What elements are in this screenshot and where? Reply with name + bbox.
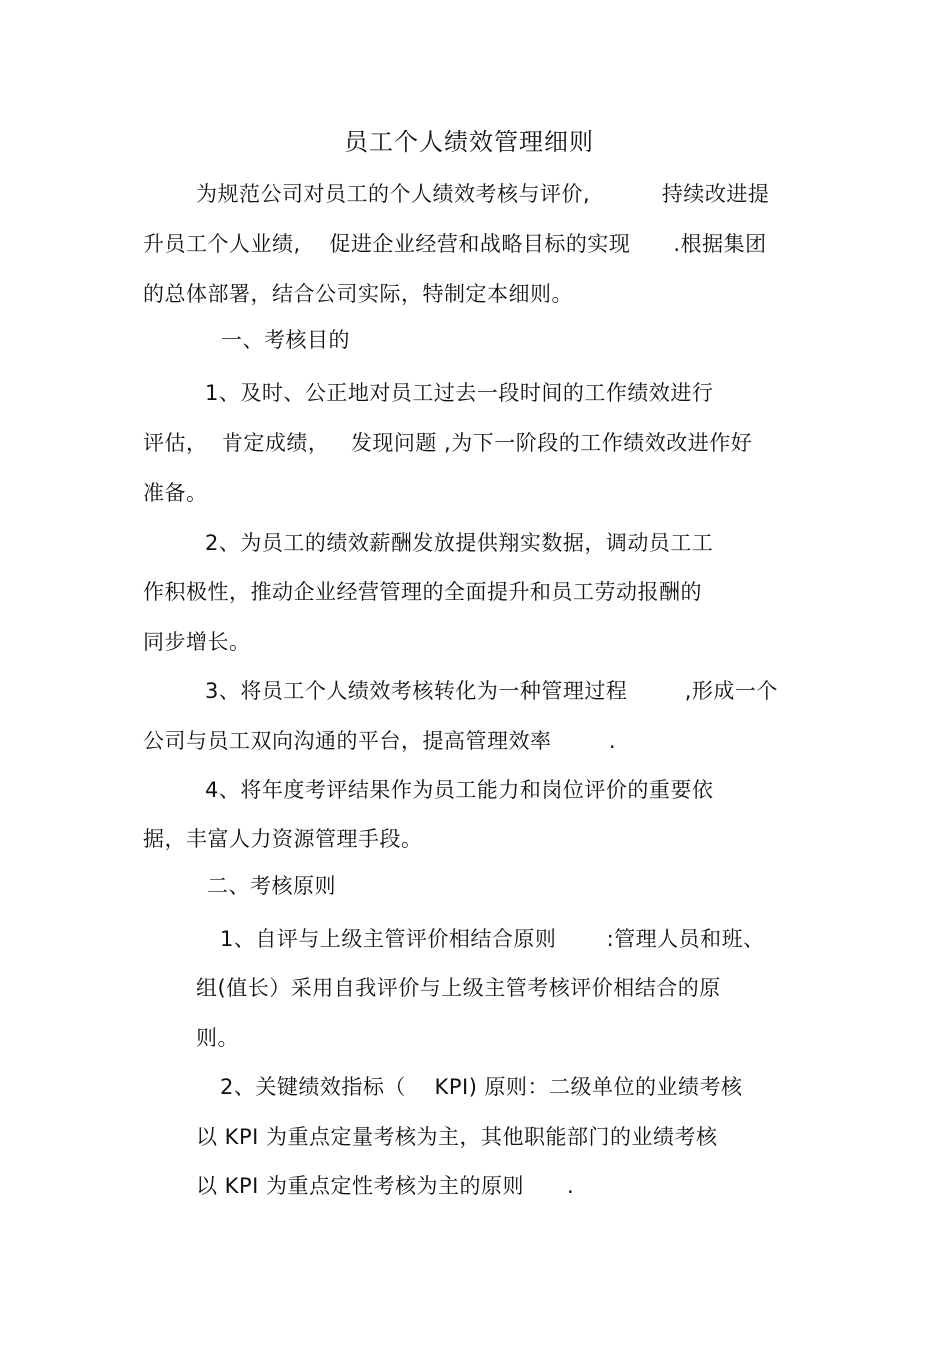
item-1-2-line-2: 作积极性，推动企业经营管理的全面提升和员工劳动报酬的 [143, 580, 702, 604]
intro-line-2: 升员工个人业绩, 促进企业经营和战略目标的实现 .根据集团 [143, 232, 767, 256]
item-1-4-line-1: 4、将年度考评结果作为员工能力和岗位评价的重要依 [205, 778, 714, 802]
item-1-1-line-3: 准备。 [143, 481, 208, 505]
item-1-1-line-2: 评估， 肯定成绩， 发现问题 ,为下一阶段的工作绩效改进作好 [143, 431, 753, 455]
section-heading-1: 一、考核目的 [221, 328, 350, 352]
item-1-3-line-2: 公司与员工双向沟通的平台，提高管理效率 . [143, 729, 617, 753]
intro-line-1: 为规范公司对员工的个人绩效考核与评价, 持续改进提 [196, 182, 770, 206]
intro-line-3: 的总体部署，结合公司实际，特制定本细则。 [143, 282, 573, 306]
item-2-1-line-1: 1、自评与上级主管评价相结合原则 :管理人员和班、 [220, 927, 765, 951]
item-1-2-line-3: 同步增长。 [143, 630, 251, 654]
item-2-2-line-2: 以 KPI 为重点定量考核为主，其他职能部门的业绩考核 [196, 1125, 718, 1149]
item-2-2-line-1: 2、关键绩效指标（ KPI) 原则：二级单位的业绩考核 [220, 1075, 743, 1099]
item-1-3-line-1: 3、将员工个人绩效考核转化为一种管理过程 ,形成一个 [205, 679, 778, 703]
item-1-2-line-1: 2、为员工的绩效薪酬发放提供翔实数据，调动员工工 [205, 531, 714, 555]
item-2-1-line-2: 组(值长）采用自我评价与上级主管考核评价相结合的原 [196, 976, 721, 1000]
item-2-2-line-3: 以 KPI 为重点定性考核为主的原则 . [196, 1174, 575, 1198]
document-title: 员工个人绩效管理细则 [344, 128, 594, 156]
item-1-1-line-1: 1、及时、公正地对员工过去一段时间的工作绩效进行 [205, 381, 714, 405]
section-heading-2: 二、考核原则 [207, 874, 336, 898]
item-2-1-line-3: 则。 [196, 1026, 239, 1050]
item-1-4-line-2: 据，丰富人力资源管理手段。 [143, 827, 423, 851]
